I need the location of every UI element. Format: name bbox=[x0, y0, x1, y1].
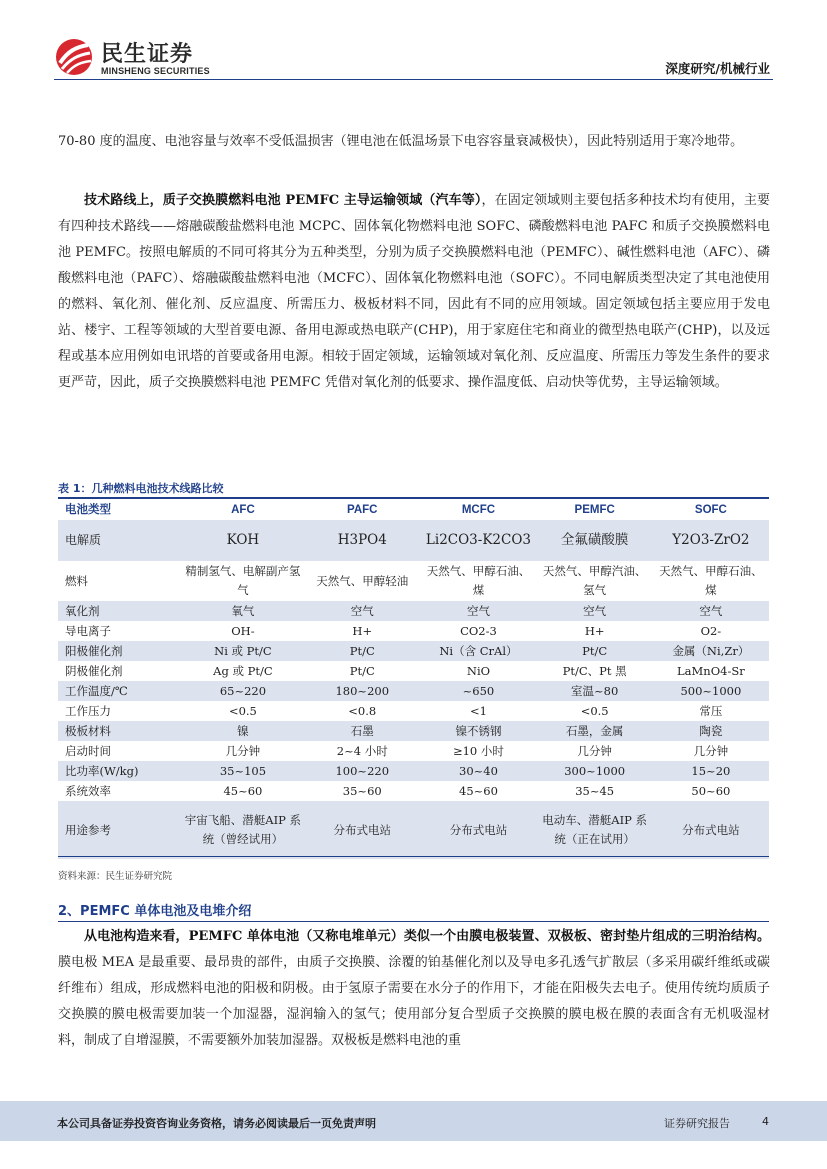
table-cell: 空气 bbox=[583, 603, 607, 618]
table-cell: 系统效率 bbox=[65, 783, 111, 798]
table-cell: 室温~80 bbox=[571, 683, 619, 698]
table-source: 资料来源：民生证券研究院 bbox=[58, 871, 173, 882]
table-cell: <0.8 bbox=[348, 703, 377, 718]
table-cell: <0.5 bbox=[228, 703, 257, 718]
fuel-cell-comparison-table bbox=[58, 500, 769, 859]
table-cell: 天然气、甲醇汽油、氢气 bbox=[542, 564, 647, 597]
table-cell: Ag 或 Pt/C bbox=[213, 663, 273, 678]
table-cell: 100~220 bbox=[335, 763, 390, 778]
logo-mark-icon bbox=[54, 37, 94, 77]
table-cell: 比功率(W/kg) bbox=[65, 763, 139, 778]
table-cell: 燃料 bbox=[65, 573, 88, 588]
table-cell: 用途参考 bbox=[65, 822, 111, 837]
table-cell: Pt/C bbox=[582, 643, 608, 658]
table-cell: Pt/C、Pt 黑 bbox=[562, 663, 627, 678]
table-row bbox=[58, 701, 769, 721]
paragraph-1: 70-80 度的温度、电池容量与效率不受低温损害（锂电池在低温场景下电容容量衰减极快），因此特别适用于寒冷地带。 bbox=[58, 134, 744, 149]
table-header-cell: MCFC bbox=[461, 503, 496, 516]
table-cell: 天然气、甲醇石油、煤 bbox=[659, 564, 763, 597]
table-top-rule bbox=[58, 497, 769, 499]
table-cell: O2- bbox=[700, 623, 722, 638]
page-number: 4 bbox=[762, 1115, 769, 1128]
table-header-row bbox=[58, 500, 769, 520]
table-cell: 空气 bbox=[350, 603, 374, 618]
table-cell: 电动车、潜艇AIP 系统（正在试用） bbox=[542, 813, 648, 846]
table-cell: 阳极催化剂 bbox=[65, 643, 123, 658]
table-row bbox=[58, 561, 769, 601]
table-cell: Ni（含 CrAl） bbox=[439, 643, 518, 658]
table-cell: H+ bbox=[352, 623, 373, 638]
table-cell: 45~60 bbox=[459, 783, 498, 798]
table-cell: 宇宙飞船、潜艇AIP 系统（曾经试用） bbox=[184, 813, 302, 846]
table-title: 表 1：几种燃料电池技术线路比较 bbox=[58, 482, 224, 495]
table-cell: 氧化剂 bbox=[65, 603, 100, 618]
table-cell: 工作压力 bbox=[65, 703, 111, 718]
table-cell: 几分钟 bbox=[225, 743, 261, 758]
table-row bbox=[58, 601, 769, 621]
footer-report-type: 证券研究报告 bbox=[664, 1117, 730, 1130]
table-cell: Y2O3-ZrO2 bbox=[672, 532, 750, 548]
table-cell: 金属（Ni,Zr） bbox=[672, 643, 750, 658]
table-cell: Ni 或 Pt/C bbox=[214, 643, 272, 658]
table-header-cell: PAFC bbox=[347, 503, 378, 516]
table-cell: 阴极催化剂 bbox=[65, 663, 123, 678]
table-cell: 2~4 小时 bbox=[336, 743, 388, 758]
table-cell: 空气 bbox=[466, 603, 490, 618]
table-cell: Pt/C bbox=[349, 643, 375, 658]
table-cell: 镍 bbox=[237, 723, 249, 738]
table-cell: 精制氢气、电解副产氢气 bbox=[185, 564, 301, 597]
paragraph-3 bbox=[58, 924, 770, 1054]
table-cell: KOH bbox=[226, 532, 260, 548]
table-cell: LaMnO4-Sr bbox=[677, 663, 745, 678]
table-cell: 几分钟 bbox=[577, 743, 612, 758]
table-row bbox=[58, 641, 769, 661]
table-cell: Pt/C bbox=[349, 663, 375, 678]
table-cell: 180~200 bbox=[335, 683, 390, 698]
table-cell: 镍不锈钢 bbox=[455, 723, 502, 738]
table-row bbox=[58, 621, 769, 641]
table-cell: 分布式电站 bbox=[682, 822, 740, 837]
table-cell: ~650 bbox=[462, 683, 495, 698]
table-cell: 50~60 bbox=[691, 783, 731, 798]
page-footer bbox=[0, 1101, 827, 1141]
table-cell: 启动时间 bbox=[65, 743, 111, 758]
table-bottom-rule bbox=[58, 856, 769, 857]
table-cell: <1 bbox=[469, 703, 487, 718]
table-cell: NiO bbox=[466, 663, 491, 678]
table-cell: 导电离子 bbox=[65, 623, 111, 638]
logo-chinese-name: 民生证券 bbox=[101, 42, 194, 67]
table-cell: 石墨 bbox=[350, 723, 374, 738]
table-cell: Li2CO3-K2CO3 bbox=[425, 532, 531, 548]
table-cell: 天然气、甲醇轻油 bbox=[316, 573, 409, 588]
table-cell: CO2-3 bbox=[460, 623, 497, 638]
table-cell: 45~60 bbox=[223, 783, 263, 798]
table-cell: 石墨，金属 bbox=[565, 723, 624, 738]
table-cell: OH- bbox=[231, 623, 255, 638]
table-cell: 15~20 bbox=[691, 763, 731, 778]
table-cell: ≥10 小时 bbox=[452, 743, 504, 758]
paragraph-2-body: ，在固定领域则主要包括多种技术均有使用，主要有四种技术路线——熔融碳酸盐燃料电池 MCPC、固体氧化物燃料电池 SOFC、磷酸燃料电池 PAFC 和质子交换膜燃料电池 PEMFC。按照电解质的不同可将其分为五种类型，分别为质子交换膜燃料电池（PEMFC）、碱性燃料电池（AFC）、磷酸燃料电池（PAFC）、熔融碳酸盐燃料电池（MCFC）、固体氧化物燃料电池（SOFC）。不同电解质类型决定了其电池使用的燃料、氧化剂、催化剂、反应温度、所需压力、极板材料不同，因此有不同的应用领域。固定领域包括主要应用于发电站、楼宇、工程等领域的大型首要电源、备用电源或热电联产(CHP)，用于家庭住宅和商业的微型热电联产(CHP)，以及远程或基本应用例如电讯塔的首要或备用电源。相较于固定领域，运输领域对氧化剂、反应温度、所需压力等发生条件的要求更严苛，因此，质子交换膜燃料电池 PEMFC 凭借对氧化剂的低要求、操作温度低、启动快等优势，主导运输领域。 bbox=[58, 193, 770, 390]
table-cell: 空气 bbox=[699, 603, 723, 618]
table-header-cell: SOFC bbox=[694, 503, 727, 516]
table-cell: 500~1000 bbox=[680, 683, 742, 698]
table-cell: 极板材料 bbox=[65, 723, 111, 738]
table-cell: 分布式电站 bbox=[333, 822, 391, 837]
table-cell: 35~60 bbox=[342, 783, 382, 798]
table-cell: 几分钟 bbox=[693, 743, 729, 758]
table-cell: H3PO4 bbox=[337, 532, 387, 548]
table-cell: 65~220 bbox=[219, 683, 267, 698]
report-category: 深度研究/机械行业 bbox=[665, 61, 770, 76]
table-cell: 陶瓷 bbox=[699, 723, 723, 738]
paragraph-3-lead: 从电池构造来看，PEMFC 单体电池（又称电堆单元）类似一个由膜电极装置、双极板、密封垫片组成的三明治结构。 bbox=[84, 929, 770, 944]
table-cell: 天然气、甲醇石油、煤 bbox=[426, 564, 531, 597]
table-row bbox=[58, 661, 769, 681]
table-header-cell: PEMFC bbox=[574, 503, 615, 516]
table-cell: H+ bbox=[584, 623, 605, 638]
footer-disclaimer: 本公司具备证券投资咨询业务资格，请务必阅读最后一页免责声明 bbox=[57, 1117, 376, 1130]
table-row bbox=[58, 681, 769, 701]
table-row bbox=[58, 520, 769, 561]
paragraph-3-body: 膜电极 MEA 是最重要、最昂贵的部件，由质子交换膜、涂覆的铂基催化剂以及导电多孔透气扩散层（多采用碳纤维纸或碳纤维布）组成，形成燃料电池的阳极和阴极。由于氢原子需要在水分子的作用下，才能在阳极失去电子。使用传统均质质子交换膜的膜电极需要加装一个加湿器，湿润输入的氢气；使用部分复合型质子交换膜的膜电极在膜的表面含有无机吸湿材料，制成了自增湿膜，不需要额外加装加湿器。双极板是燃料电池的重 bbox=[58, 955, 770, 1048]
table-row bbox=[58, 721, 769, 741]
company-logo bbox=[54, 37, 214, 77]
logo-english-name: MINSHENG SECURITIES bbox=[101, 66, 210, 76]
table-header-cell: AFC bbox=[231, 503, 255, 516]
page-header bbox=[0, 0, 827, 80]
table-cell: 分布式电站 bbox=[449, 822, 508, 837]
table-row bbox=[58, 761, 769, 781]
table-cell: <0.5 bbox=[580, 703, 609, 718]
section-title: 2、PEMFC 单体电池及电堆介绍 bbox=[58, 904, 252, 919]
table-cell: 全氟磺酸膜 bbox=[560, 532, 629, 548]
table-cell: 300~1000 bbox=[564, 763, 626, 778]
section-divider bbox=[58, 921, 769, 922]
table-cell: 工作温度/℃ bbox=[65, 683, 128, 698]
table-row bbox=[58, 801, 769, 859]
table-cell: 电解质 bbox=[65, 533, 102, 547]
table-row bbox=[58, 741, 769, 761]
table-cell: 氧气 bbox=[231, 603, 255, 618]
paragraph-2-lead: 技术路线上，质子交换膜燃料电池 PEMFC 主导运输领域（汽车等） bbox=[84, 193, 482, 208]
table-cell: 35~45 bbox=[575, 783, 615, 798]
paragraph-2 bbox=[58, 188, 770, 396]
table-cell: 常压 bbox=[699, 703, 723, 718]
table-cell: 35~105 bbox=[219, 763, 267, 778]
header-divider bbox=[54, 79, 773, 80]
table-row bbox=[58, 781, 769, 801]
table-cell: 30~40 bbox=[459, 763, 498, 778]
table-header-cell: 电池类型 bbox=[65, 503, 111, 516]
